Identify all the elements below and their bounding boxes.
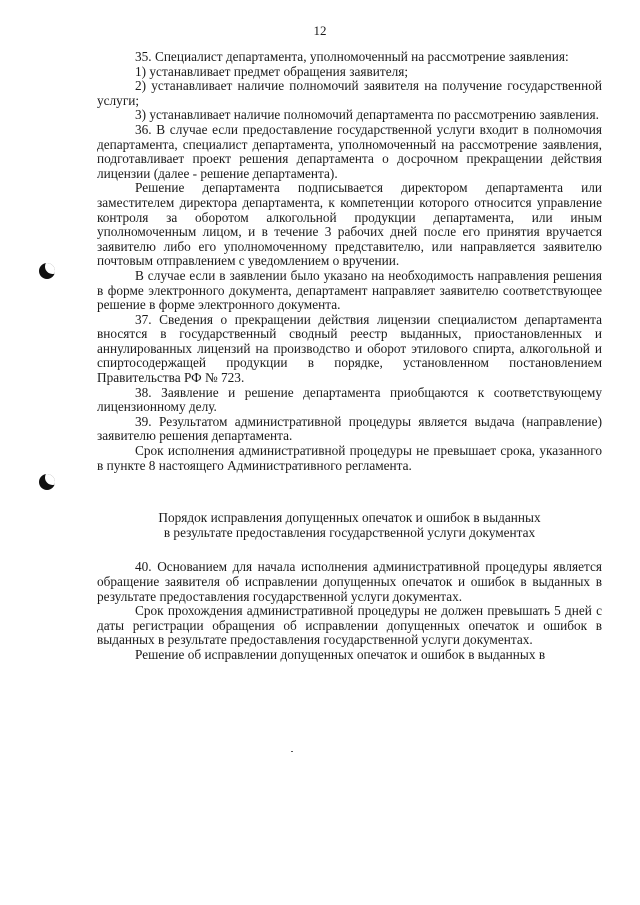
paragraph-39-term: Срок исполнения административной процедуры не превышает срока, указанного в пункте 8 настоящего Административного регламента.	[97, 443, 602, 473]
binder-hole-mark	[39, 263, 55, 279]
paragraph-40: 40. Основанием для начала исполнения административной процедуры является обращение заявителя об исправлении допущенных опечаток и ошибок в выданных в результате предоставления государственной услуги документах.	[97, 559, 602, 604]
section-heading-line-1: Порядок исправления допущенных опечаток и ошибок в выданных	[158, 510, 541, 526]
section-heading	[97, 511, 602, 540]
section-heading-line-2: в результате предоставления государственной услуги документах	[163, 524, 536, 540]
paragraph-40-term: Срок прохождения административной процедуры не должен превышать 5 дней с даты регистрации обращения об исправлении допущенных опечаток и ошибок в выданных в результате предоставления государственной услуги документах.	[97, 603, 602, 648]
paragraph-38: 38. Заявление и решение департамента приобщаются к соответствующему лицензионному делу.	[97, 384, 602, 415]
document-body	[97, 50, 602, 663]
scan-speck	[291, 751, 293, 752]
paragraph-36: 36. В случае если предоставление государственной услуги входит в полномочия департамента, специалист департамента, уполномоченный на рассмотрение заявления, подготавливает проект решения департамента о досрочном прекращении действия лицензии (далее - решение департамента).	[97, 121, 602, 181]
list-item-35-1: 1) устанавливает предмет обращения заявителя;	[135, 63, 409, 79]
paragraph-36-signing: Решение департамента подписывается директором департамента или заместителем директора департамента, к компетенции которого относится управление контроля за оборотом алкогольной продукции департамента, или иным уполномоченным лицом, и в течение 3 рабочих дней после его принятия вручается заявителю либо его уполномоченному представителю, или направляется заявителю почтовым отправлением с уведомлением о вручении.	[97, 180, 602, 269]
list-item-35-2: 2) устанавливает наличие полномочий заявителя на получение государственной услуги;	[97, 78, 602, 108]
paragraph-39: 39. Результатом административной процедуры является выдача (направление) заявителю решения департамента.	[97, 413, 602, 444]
paragraph-35: 35. Специалист департамента, уполномоченный на рассмотрение заявления:	[135, 49, 569, 64]
paragraph-40-decision: Решение об исправлении допущенных опечаток и ошибок в выданных в	[135, 646, 546, 662]
paragraph-37: 37. Сведения о прекращении действия лицензии специалистом департамента вносятся в государственный сводный реестр выданных, приостановленных и аннулированных лицензий на производство и оборот этилового спирта, алкогольной и спиртосодержащей продукции в порядке, установленном постановлением Правительства РФ № 723.	[97, 311, 602, 386]
binder-hole-mark	[39, 474, 55, 490]
list-item-35-3: 3) устанавливает наличие полномочий департамента по рассмотрению заявления.	[135, 107, 599, 123]
paragraph-36-electronic: В случае если в заявлении было указано на необходимость направления решения в форме электронного документа, департамент направляет заявителю соответствующее решение в форме электронного документа.	[97, 267, 602, 313]
page-number: 12	[313, 23, 327, 38]
